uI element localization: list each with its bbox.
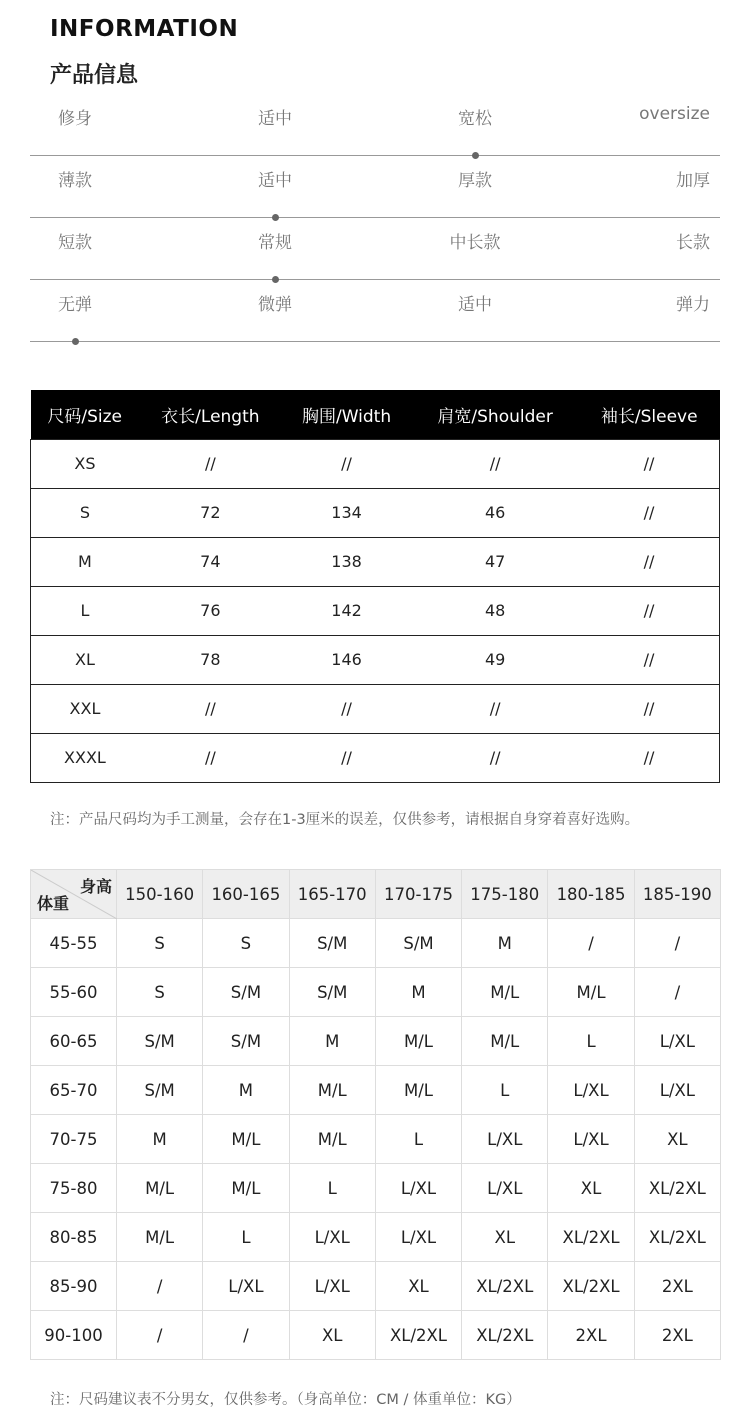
- table-row: [31, 919, 721, 968]
- recommended-size-cell: /: [117, 1311, 203, 1360]
- recommended-size-cell: S: [117, 919, 203, 968]
- measurement-note: 注：产品尺码均为手工测量，会存在1-3厘米的误差，仅供参考，请根据自身穿着喜好选购。: [50, 812, 640, 828]
- size-cell: 78: [139, 635, 282, 684]
- attribute-row: [30, 94, 720, 156]
- recommended-size-cell: L/XL: [548, 1115, 634, 1164]
- recommended-size-cell: XL: [462, 1213, 548, 1262]
- attribute-label-text: 厚款: [458, 171, 492, 191]
- recommended-size-cell: L/XL: [462, 1115, 548, 1164]
- recommended-size-cell: L: [375, 1115, 461, 1164]
- table-row: [31, 635, 720, 684]
- size-column-header: 尺码/Size: [31, 390, 139, 439]
- recommended-size-cell: /: [117, 1262, 203, 1311]
- recommended-size-cell: M/L: [117, 1213, 203, 1262]
- recommended-size-cell: S: [117, 968, 203, 1017]
- recommended-size-cell: /: [203, 1311, 289, 1360]
- size-cell: //: [579, 586, 720, 635]
- height-range-header: 170-175: [375, 870, 461, 919]
- table-row: [31, 1311, 721, 1360]
- recommended-size-cell: L/XL: [634, 1066, 720, 1115]
- size-cell: XL: [31, 635, 139, 684]
- size-cell: 138: [282, 537, 411, 586]
- height-range-header: 175-180: [462, 870, 548, 919]
- recommended-size-cell: L/XL: [203, 1262, 289, 1311]
- recommended-size-cell: S/M: [203, 968, 289, 1017]
- recommended-size-cell: XL/2XL: [548, 1262, 634, 1311]
- size-cell: L: [31, 586, 139, 635]
- table-row: [31, 1213, 721, 1262]
- size-cell: //: [139, 684, 282, 733]
- recommended-size-cell: L/XL: [548, 1066, 634, 1115]
- recommended-size-cell: L: [548, 1017, 634, 1066]
- height-range-header: 165-170: [289, 870, 375, 919]
- recommended-size-cell: XL/2XL: [462, 1311, 548, 1360]
- attribute-label-text: 宽松: [458, 109, 492, 129]
- size-cell: //: [282, 439, 411, 488]
- recommended-size-cell: /: [548, 919, 634, 968]
- size-cell: XXL: [31, 684, 139, 733]
- attribute-label: 短款: [58, 233, 92, 253]
- table-row: [31, 733, 720, 782]
- weight-range-cell: 90-100: [31, 1311, 117, 1360]
- attribute-label-text: 微弹: [258, 295, 292, 315]
- corner-cell: [31, 870, 117, 919]
- recommended-size-cell: S/M: [289, 968, 375, 1017]
- recommended-size-cell: L: [203, 1213, 289, 1262]
- recommended-size-cell: M/L: [203, 1164, 289, 1213]
- attribute-label-text: 常规: [258, 233, 292, 253]
- size-cell: 146: [282, 635, 411, 684]
- recommended-size-cell: S/M: [289, 919, 375, 968]
- recommended-size-cell: 2XL: [634, 1311, 720, 1360]
- size-cell: //: [579, 439, 720, 488]
- attribute-label-text: 适中: [258, 171, 292, 191]
- size-cell: 142: [282, 586, 411, 635]
- recommended-size-cell: M/L: [117, 1164, 203, 1213]
- recommended-size-cell: M: [203, 1066, 289, 1115]
- recommended-size-cell: M: [117, 1115, 203, 1164]
- recommended-size-cell: XL/2XL: [548, 1213, 634, 1262]
- size-column-header: 衣长/Length: [139, 390, 282, 439]
- table-row: [31, 1017, 721, 1066]
- size-column-header: 肩宽/Shoulder: [411, 390, 579, 439]
- recommended-size-cell: M/L: [375, 1017, 461, 1066]
- weight-range-cell: 65-70: [31, 1066, 117, 1115]
- recommended-size-cell: L/XL: [462, 1164, 548, 1213]
- table-row: [31, 1164, 721, 1213]
- recommended-size-cell: 2XL: [634, 1262, 720, 1311]
- size-table: [30, 390, 720, 783]
- recommended-size-cell: M: [289, 1017, 375, 1066]
- recommended-size-cell: L/XL: [289, 1213, 375, 1262]
- recommended-size-cell: S/M: [375, 919, 461, 968]
- recommended-size-cell: L/XL: [289, 1262, 375, 1311]
- table-row: [31, 1066, 721, 1115]
- size-cell: //: [579, 635, 720, 684]
- size-cell: //: [139, 733, 282, 782]
- weight-range-cell: 70-75: [31, 1115, 117, 1164]
- size-cell: 46: [411, 488, 579, 537]
- size-cell: //: [139, 439, 282, 488]
- size-cell: //: [411, 684, 579, 733]
- weight-range-cell: 55-60: [31, 968, 117, 1017]
- size-cell: M: [31, 537, 139, 586]
- attribute-label: 修身: [58, 109, 92, 129]
- recommended-size-cell: /: [634, 968, 720, 1017]
- weight-range-cell: 45-55: [31, 919, 117, 968]
- weight-axis-label: 体重: [37, 894, 70, 913]
- size-table-header: [31, 390, 720, 439]
- height-axis-label: 身高: [79, 877, 112, 896]
- height-range-header: 150-160: [117, 870, 203, 919]
- size-cell: 74: [139, 537, 282, 586]
- recommended-size-cell: S/M: [203, 1017, 289, 1066]
- recommended-size-cell: S/M: [117, 1066, 203, 1115]
- attribute-row: [30, 218, 720, 280]
- table-row: [31, 537, 720, 586]
- size-cell: //: [411, 439, 579, 488]
- weight-range-cell: 85-90: [31, 1262, 117, 1311]
- size-cell: 49: [411, 635, 579, 684]
- recommended-size-cell: XL: [375, 1262, 461, 1311]
- recommended-size-cell: L: [462, 1066, 548, 1115]
- size-cell: XS: [31, 439, 139, 488]
- attribute-label: 无弹: [58, 295, 92, 315]
- size-cell: 134: [282, 488, 411, 537]
- attribute-label: 薄款: [58, 171, 92, 191]
- size-column-header: 袖长/Sleeve: [579, 390, 720, 439]
- recommended-size-cell: L: [289, 1164, 375, 1213]
- scale-line: [30, 341, 720, 342]
- size-cell: //: [579, 733, 720, 782]
- attribute-label: oversize: [639, 104, 710, 124]
- attribute-label-text: 适中: [458, 295, 492, 315]
- recommended-size-cell: 2XL: [548, 1311, 634, 1360]
- size-cell: //: [282, 684, 411, 733]
- attribute-row: [30, 156, 720, 218]
- table-row: [31, 1262, 721, 1311]
- weight-range-cell: 75-80: [31, 1164, 117, 1213]
- table-row: [31, 968, 721, 1017]
- title-en: INFORMATION: [50, 16, 239, 42]
- recommendation-note: 注：尺码建议表不分男女，仅供参考。（身高单位：CM / 体重单位：KG）: [50, 1392, 521, 1408]
- recommended-size-cell: XL: [548, 1164, 634, 1213]
- recommended-size-cell: M/L: [375, 1066, 461, 1115]
- recommended-size-cell: M/L: [203, 1115, 289, 1164]
- size-cell: 76: [139, 586, 282, 635]
- recommended-size-cell: M/L: [289, 1066, 375, 1115]
- recommended-size-cell: L/XL: [375, 1213, 461, 1262]
- attribute-label: 长款: [676, 233, 710, 253]
- size-column-header: 胸围/Width: [282, 390, 411, 439]
- title-cn: 产品信息: [50, 63, 139, 88]
- recommended-size-cell: XL/2XL: [634, 1213, 720, 1262]
- recommended-size-cell: M/L: [548, 968, 634, 1017]
- table-row: [31, 586, 720, 635]
- size-recommendation-table: [30, 869, 721, 1360]
- recommended-size-cell: L/XL: [634, 1017, 720, 1066]
- recommended-size-cell: M/L: [462, 1017, 548, 1066]
- table-row: [31, 684, 720, 733]
- size-cell: //: [579, 537, 720, 586]
- recommended-size-cell: M: [375, 968, 461, 1017]
- size-cell: 48: [411, 586, 579, 635]
- scale-marker: [72, 338, 79, 345]
- size-cell: 47: [411, 537, 579, 586]
- recommendation-header: [31, 870, 721, 919]
- recommended-size-cell: S: [203, 919, 289, 968]
- attribute-row: [30, 280, 720, 342]
- size-cell: S: [31, 488, 139, 537]
- attribute-label-text: 中长款: [449, 233, 501, 253]
- weight-range-cell: 80-85: [31, 1213, 117, 1262]
- recommended-size-cell: M/L: [289, 1115, 375, 1164]
- weight-range-cell: 60-65: [31, 1017, 117, 1066]
- size-cell: 72: [139, 488, 282, 537]
- size-cell: //: [579, 488, 720, 537]
- size-cell: //: [579, 684, 720, 733]
- recommended-size-cell: XL/2XL: [375, 1311, 461, 1360]
- recommended-size-cell: L/XL: [375, 1164, 461, 1213]
- size-cell: XXXL: [31, 733, 139, 782]
- height-range-header: 160-165: [203, 870, 289, 919]
- recommended-size-cell: M/L: [462, 968, 548, 1017]
- recommended-size-cell: XL: [634, 1115, 720, 1164]
- height-range-header: 185-190: [634, 870, 720, 919]
- recommended-size-cell: M: [462, 919, 548, 968]
- size-cell: //: [282, 733, 411, 782]
- attribute-label-text: 适中: [258, 109, 292, 129]
- table-row: [31, 488, 720, 537]
- table-row: [31, 1115, 721, 1164]
- table-row: [31, 439, 720, 488]
- recommended-size-cell: /: [634, 919, 720, 968]
- attribute-label: 弹力: [676, 295, 710, 315]
- attribute-label: 加厚: [676, 171, 710, 191]
- height-range-header: 180-185: [548, 870, 634, 919]
- recommended-size-cell: XL: [289, 1311, 375, 1360]
- size-cell: //: [411, 733, 579, 782]
- recommended-size-cell: XL/2XL: [634, 1164, 720, 1213]
- recommended-size-cell: XL/2XL: [462, 1262, 548, 1311]
- recommended-size-cell: S/M: [117, 1017, 203, 1066]
